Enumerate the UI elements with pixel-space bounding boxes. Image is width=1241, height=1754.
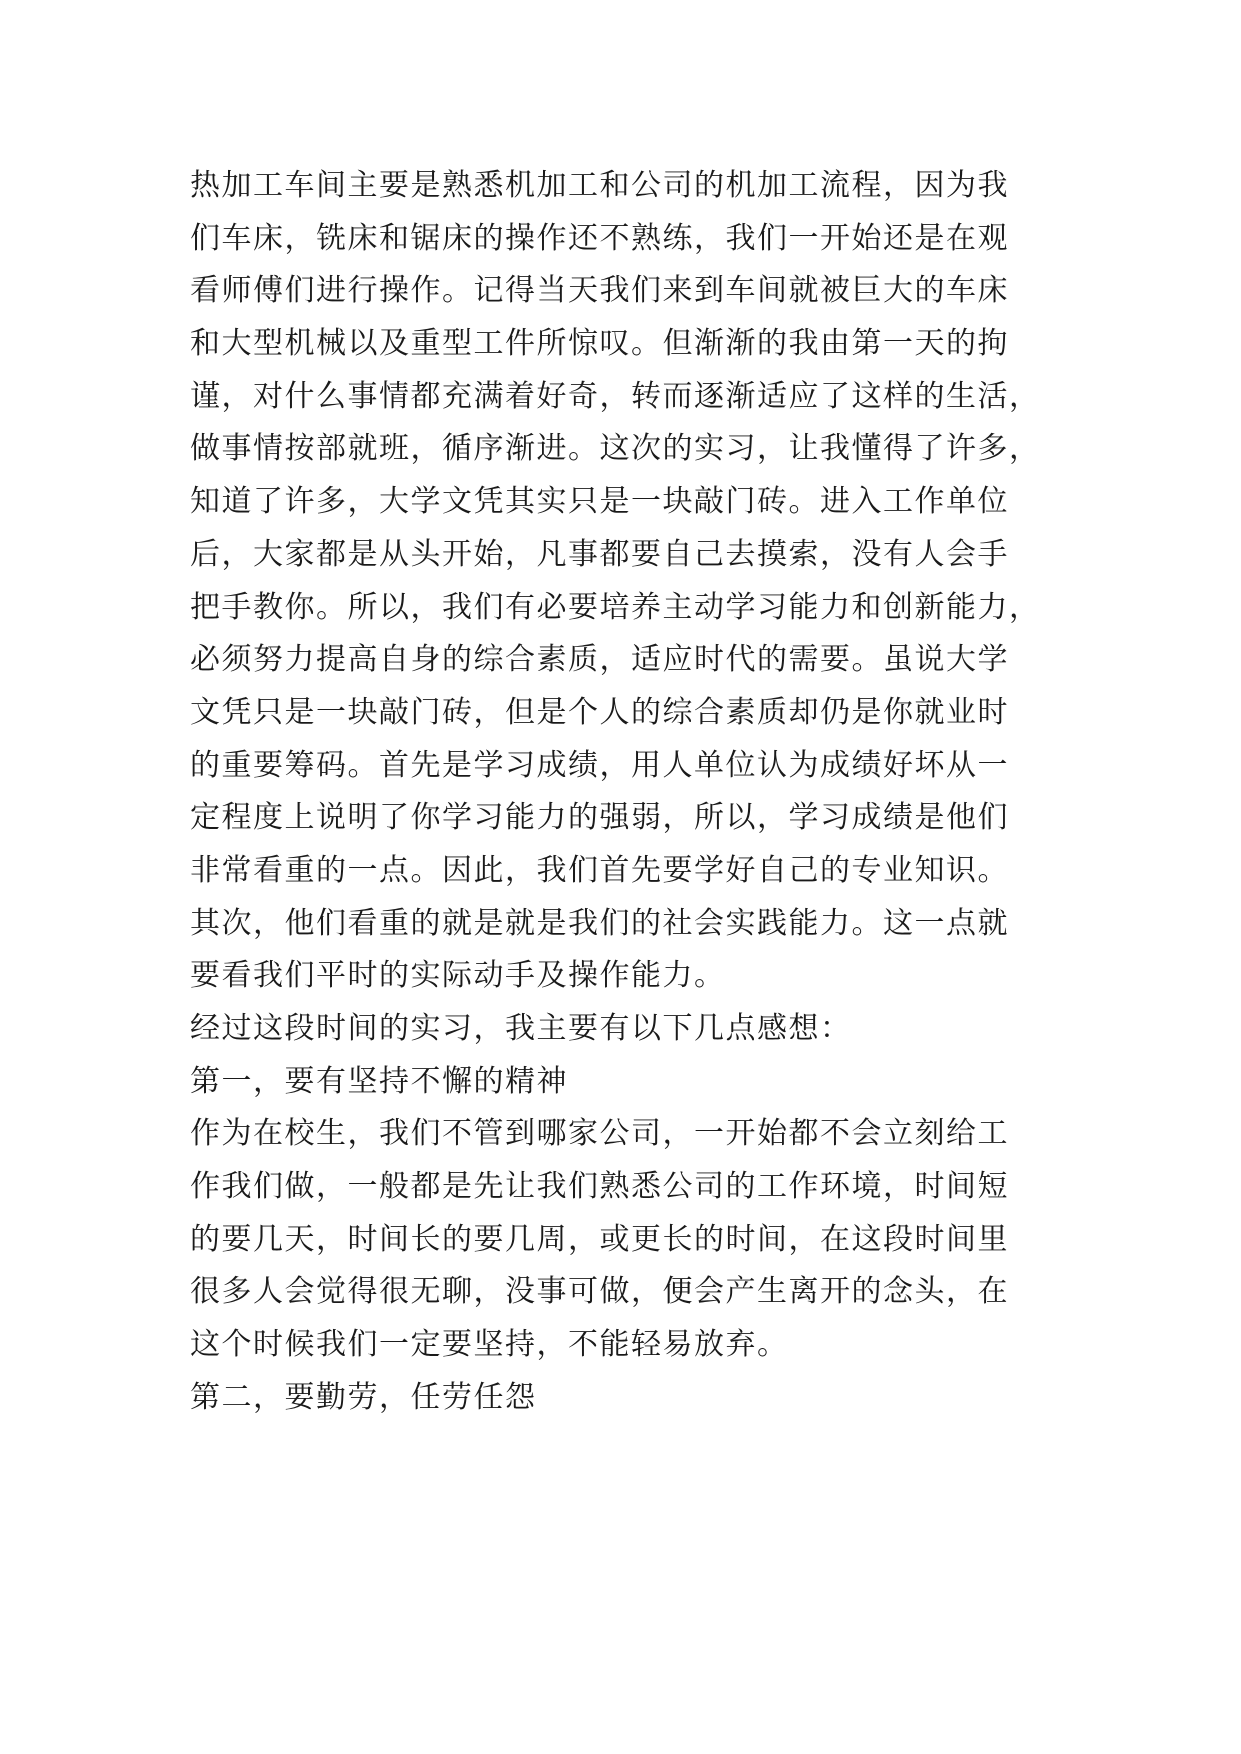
- text-line: 要看我们平时的实际动手及操作能力。: [190, 958, 726, 994]
- text-line: 很多人会觉得很无聊，没事可做，便会产生离开的念头，在: [190, 1274, 1009, 1310]
- text-line: 的要几天，时间长的要几周，或更长的时间，在这段时间里: [190, 1221, 1009, 1257]
- text-line: 作我们做，一般都是先让我们熟悉公司的工作环境，时间短: [190, 1169, 1009, 1205]
- text-line: 和大型机械以及重型工件所惊叹。但渐渐的我由第一天的拘: [190, 326, 1009, 362]
- text-line: 看师傅们进行操作。记得当天我们来到车间就被巨大的车床: [190, 273, 1009, 309]
- text-line: 定程度上说明了你学习能力的强弱，所以，学习成绩是他们: [190, 800, 1009, 836]
- section-heading-1: 第一，要有坚持不懈的精神: [190, 1063, 568, 1099]
- text-line: 把手教你。所以，我们有必要培养主动学习能力和创新能力，: [190, 589, 1041, 625]
- text-line: 的重要筹码。首先是学习成绩，用人单位认为成绩好坏从一: [190, 747, 1009, 783]
- text-line: 文凭只是一块敲门砖，但是个人的综合素质却仍是你就业时: [190, 694, 1009, 730]
- text-line: 后，大家都是从头开始，凡事都要自己去摸索，没有人会手: [190, 536, 1009, 572]
- text-line: 非常看重的一点。因此，我们首先要学好自己的专业知识。: [190, 852, 1009, 888]
- text-line: 知道了许多，大学文凭其实只是一块敲门砖。进入工作单位: [190, 484, 1009, 520]
- body-text: [190, 160, 1070, 1425]
- section-heading-2: 第二，要勤劳，任劳任怨: [190, 1379, 537, 1415]
- text-line: 必须努力提高自身的综合素质，适应时代的需要。虽说大学: [190, 642, 1009, 678]
- text-line: 做事情按部就班，循序渐进。这次的实习，让我懂得了许多，: [190, 431, 1041, 467]
- section-intro: 经过这段时间的实习，我主要有以下几点感想：: [190, 1011, 852, 1046]
- text-line: 其次，他们看重的就是就是我们的社会实践能力。这一点就: [190, 905, 1009, 941]
- text-line: 这个时候我们一定要坚持，不能轻易放弃。: [190, 1327, 789, 1363]
- text-line: 作为在校生，我们不管到哪家公司，一开始都不会立刻给工: [190, 1116, 1009, 1152]
- text-line: 们车床，铣床和锯床的操作还不熟练，我们一开始还是在观: [190, 220, 1009, 256]
- text-line: 热加工车间主要是熟悉机加工和公司的机加工流程，因为我: [190, 168, 1009, 203]
- text-line: 谨，对什么事情都充满着好奇，转而逐渐适应了这样的生活，: [190, 378, 1041, 414]
